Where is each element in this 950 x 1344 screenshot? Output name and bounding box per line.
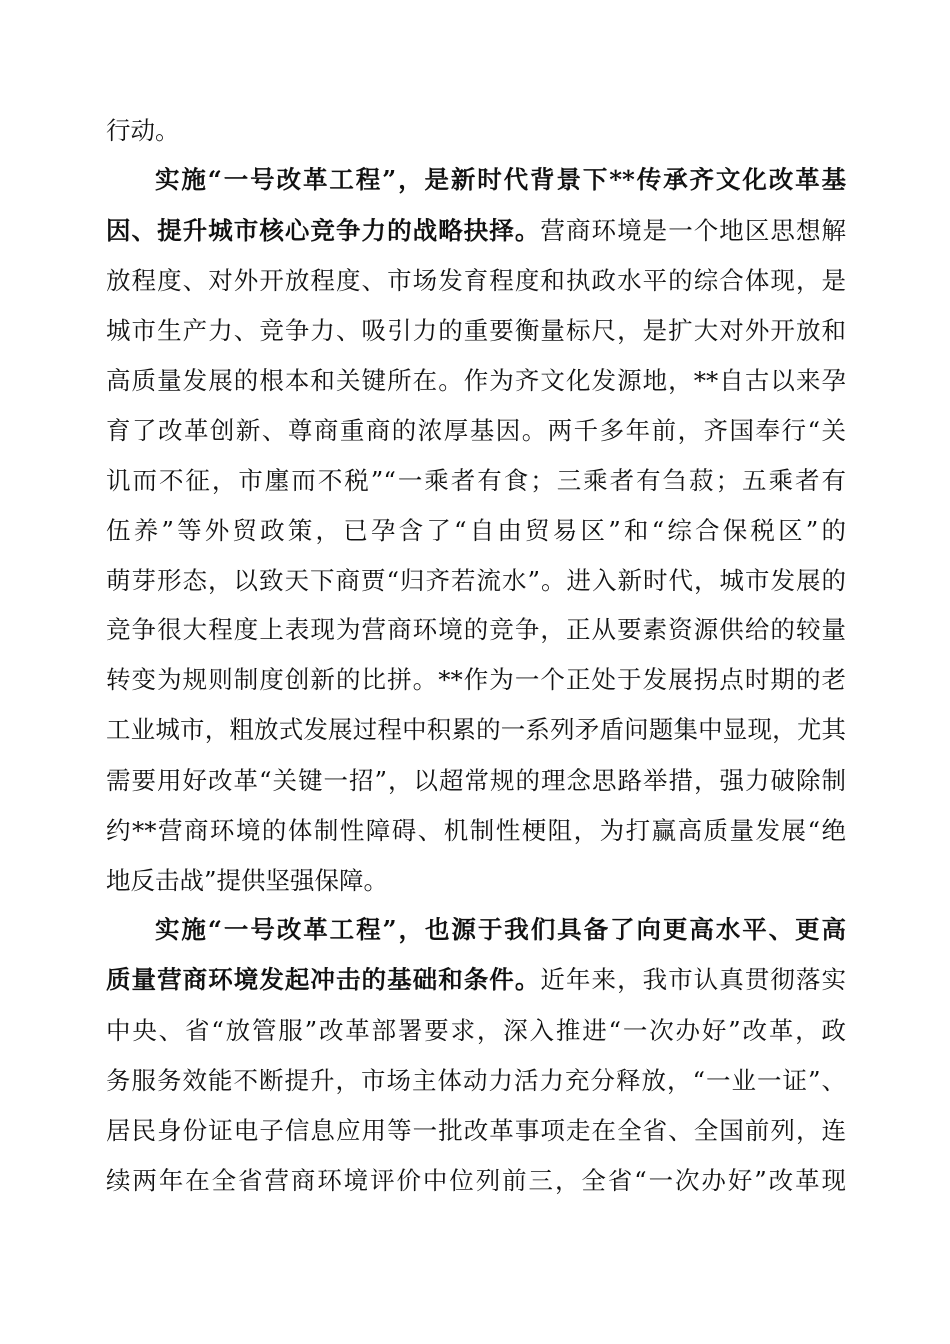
text-line (106, 610, 846, 650)
body-text: 萌芽形态，以致天下商贾“归齐若流水”。进入新时代，城市发展的 (106, 566, 846, 595)
text-line (106, 660, 846, 700)
text-line (106, 211, 846, 251)
text-line (106, 311, 846, 351)
body-text: 工业城市，粗放式发展过程中积累的一系列矛盾问题集中显现，尤其 (106, 715, 846, 744)
bold-heading-text: 实施“一号改革工程”，也源于我们具备了向更高水平、更高 (155, 915, 846, 944)
text-line (106, 361, 846, 401)
body-text: 地反击战”提供坚强保障。 (106, 866, 389, 895)
bold-heading-text: 质量营商环境发起冲击的基础和条件。 (106, 965, 541, 994)
text-line (106, 511, 846, 551)
text-line (106, 111, 846, 151)
body-text: 务服务效能不断提升，市场主体动力活力充分释放，“一业一证”、 (106, 1066, 846, 1095)
text-line (106, 1111, 846, 1151)
body-text: 放程度、对外开放程度、市场发育程度和执政水平的综合体现，是 (106, 266, 846, 295)
text-line (155, 160, 846, 200)
body-text: 伍养”等外贸政策，已孕含了“自由贸易区”和“综合保税区”的 (106, 516, 846, 545)
body-text: 行动。 (106, 116, 180, 145)
bold-heading-text: 实施“一号改革工程”，是新时代背景下**传承齐文化改革基 (155, 165, 846, 194)
body-text: 需要用好改革“关键一招”，以超常规的理念思路举措，强力破除制 (106, 766, 846, 795)
body-text: 中央、省“放管服”改革部署要求，深入推进“一次办好”改革，政 (106, 1016, 846, 1045)
body-text: 转变为规则制度创新的比拼。**作为一个正处于发展拐点时期的老 (106, 665, 846, 694)
text-line (106, 1061, 846, 1101)
text-line (106, 811, 846, 851)
text-line (106, 411, 846, 451)
text-line (155, 910, 846, 950)
text-line (106, 561, 846, 601)
body-text: 约**营商环境的体制性障碍、机制性梗阻，为打赢高质量发展“绝 (106, 816, 846, 845)
body-text: 城市生产力、竞争力、吸引力的重要衡量标尺，是扩大对外开放和 (106, 316, 846, 345)
text-line (106, 261, 846, 301)
text-line (106, 710, 846, 750)
body-text: 居民身份证电子信息应用等一批改革事项走在全省、全国前列，连 (106, 1116, 846, 1145)
text-line (106, 1161, 846, 1201)
body-text: 续两年在全省营商环境评价中位列前三，全省“一次办好”改革现 (106, 1166, 846, 1195)
text-line (106, 461, 846, 501)
body-text: 近年来，我市认真贯彻落实 (540, 965, 846, 994)
body-text: 营商环境是一个地区思想解 (540, 216, 846, 245)
body-text: 讥而不征，市廛而不税”“一乘者有食；三乘者有刍菽；五乘者有 (106, 466, 846, 495)
body-text: 竞争很大程度上表现为营商环境的竞争，正从要素资源供给的较量 (106, 615, 846, 644)
body-text: 育了改革创新、尊商重商的浓厚基因。两千多年前，齐国奉行“关 (106, 416, 846, 445)
body-text: 高质量发展的根本和关键所在。作为齐文化发源地，**自古以来孕 (106, 366, 846, 395)
text-line (106, 861, 846, 901)
text-line (106, 761, 846, 801)
text-line (106, 1011, 846, 1051)
text-line (106, 960, 846, 1000)
bold-heading-text: 因、提升城市核心竞争力的战略抉择。 (106, 216, 541, 245)
